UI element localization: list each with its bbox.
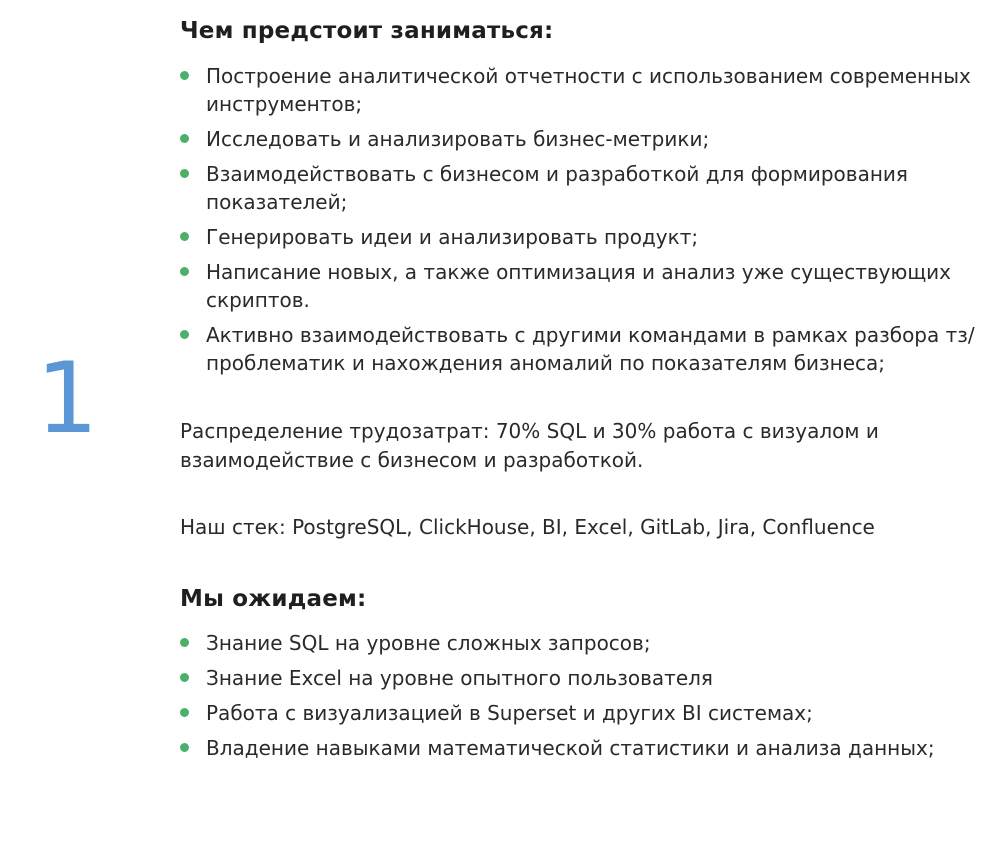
tasks-heading: Чем предстоит заниматься: xyxy=(180,18,554,44)
list-item: Знание Excel на уровне опытного пользователя xyxy=(180,664,990,692)
expectations-list xyxy=(180,629,990,762)
list-item: Написание новых, а также оптимизация и анализ уже существующих скриптов. xyxy=(180,258,990,314)
tech-stack-text: Наш стек: PostgreSQL, ClickHouse, BI, Excel, GitLab, Jira, Confluence xyxy=(180,515,875,539)
tasks-list xyxy=(180,62,990,377)
effort-distribution-text: Распределение трудозатрат: 70% SQL и 30% работа с визуалом и взаимодействие с бизнесом и разработкой. xyxy=(180,419,879,472)
expectations-heading: Мы ожидаем: xyxy=(180,586,367,612)
list-item: Активно взаимодействовать с другими командами в рамках разбора тз/проблематик и нахождения аномалий по показателям бизнеса; xyxy=(180,321,990,377)
list-item: Построение аналитической отчетности с использованием современных инструментов; xyxy=(180,62,990,118)
list-item: Владение навыками математической статистики и анализа данных; xyxy=(180,734,990,762)
list-item: Генерировать идеи и анализировать продукт; xyxy=(180,223,990,251)
vacancy-content xyxy=(180,14,990,769)
list-item: Знание SQL на уровне сложных запросов; xyxy=(180,629,990,657)
list-item: Исследовать и анализировать бизнес-метрики; xyxy=(180,125,990,153)
list-item: Работа с визуализацией в Superset и других BI системах; xyxy=(180,699,990,727)
side-number: 1 xyxy=(36,342,99,456)
list-item: Взаимодействовать с бизнесом и разработкой для формирования показателей; xyxy=(180,160,990,216)
